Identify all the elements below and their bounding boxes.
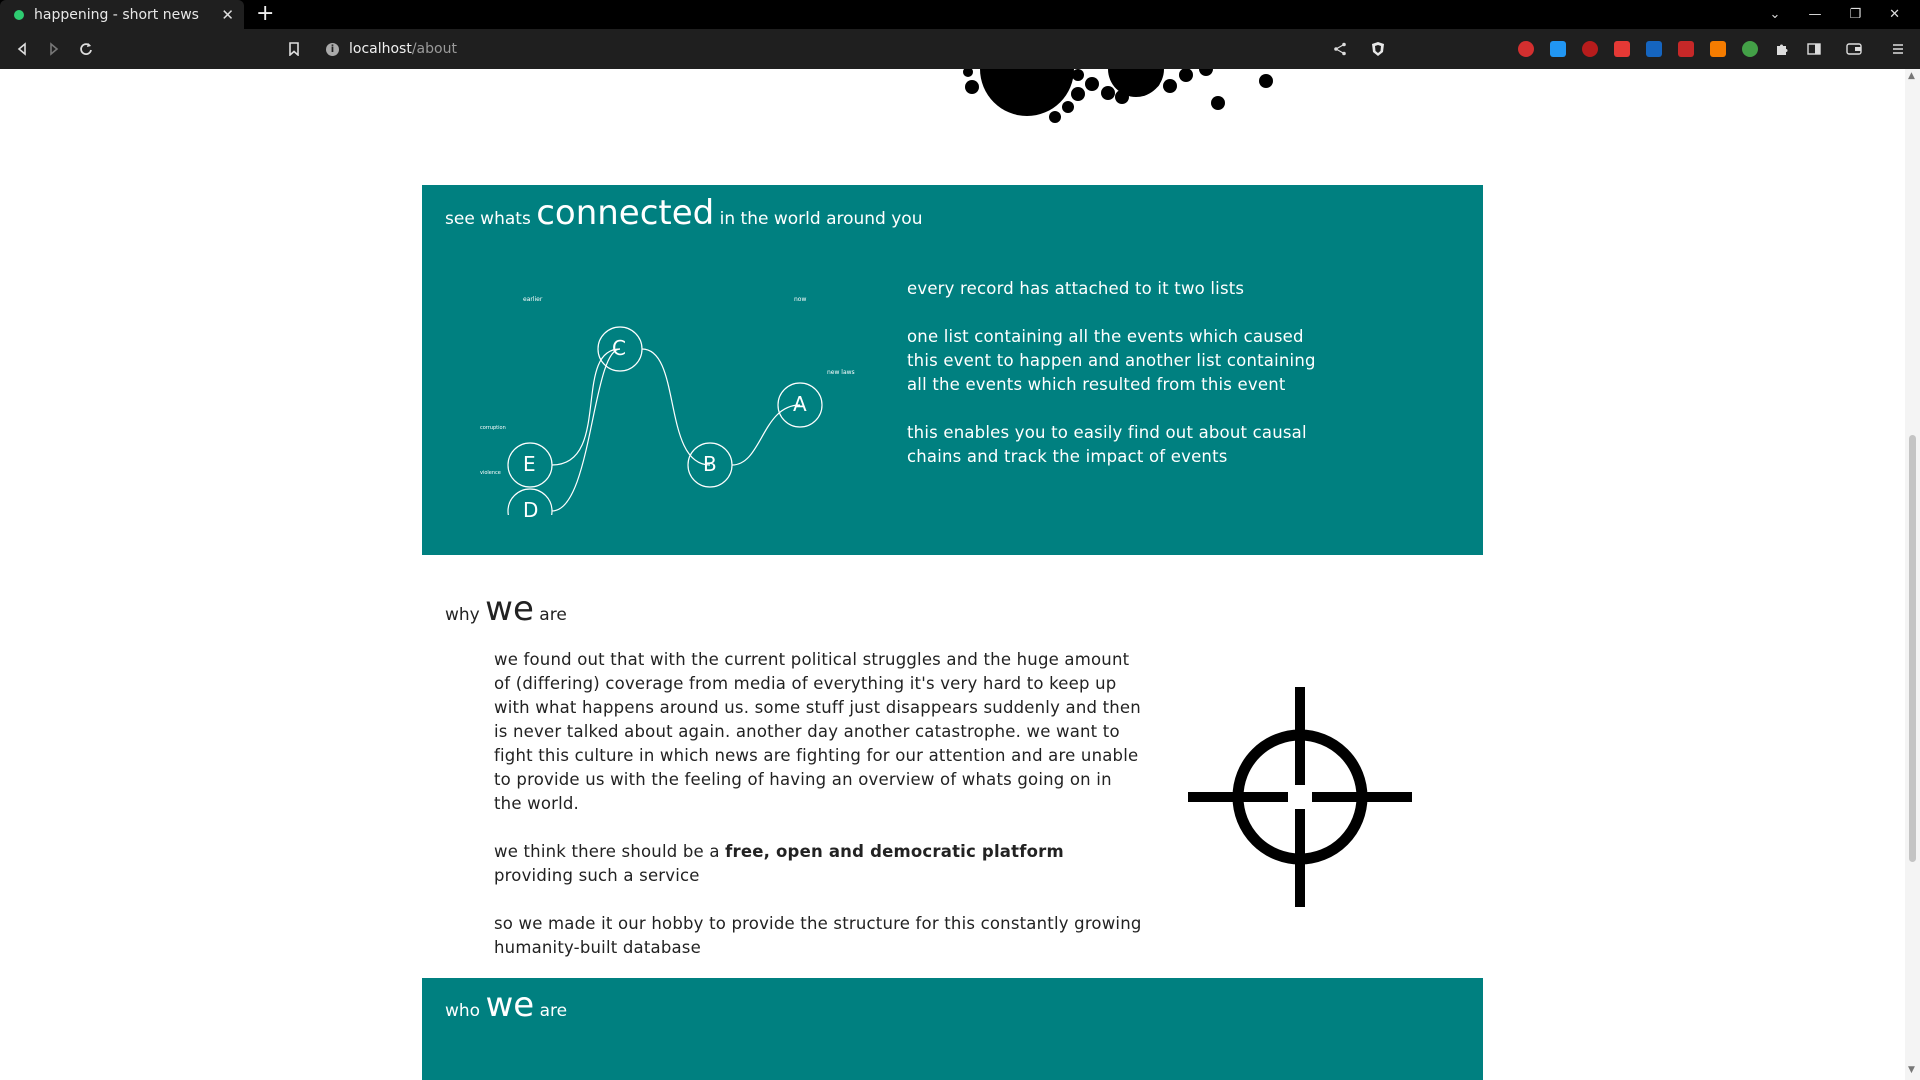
heading-post: are [539, 605, 567, 625]
heading-big: we [485, 985, 535, 1025]
graph-label-violence: violence [480, 470, 501, 476]
menu-icon[interactable] [1884, 29, 1912, 69]
url-path: /about [411, 41, 457, 57]
heading-post: are [539, 1001, 568, 1021]
crosshair-icon [1188, 687, 1412, 907]
why-para-2-bold: free, open and democratic platform [725, 842, 1064, 861]
url-host: localhost [349, 41, 412, 57]
heading-big: we [485, 589, 534, 629]
connected-heading [445, 193, 923, 233]
why-description [494, 648, 1144, 984]
ext-gmail-icon[interactable] [1678, 41, 1694, 57]
ext-check-icon[interactable] [1742, 41, 1758, 57]
ext-pen-icon[interactable] [1614, 41, 1630, 57]
who-section [422, 978, 1483, 1080]
extensions-puzzle-icon[interactable] [1768, 29, 1796, 69]
new-tab-button[interactable]: + [256, 1, 275, 26]
why-heading [445, 589, 567, 629]
reload-icon[interactable] [72, 29, 100, 69]
heading-post: in the world around you [719, 209, 923, 229]
back-icon[interactable] [8, 29, 36, 69]
why-para-3: so we made it our hobby to provide the structure for this constantly growing humanity-built database [494, 914, 1142, 957]
graph-label-corruption: corruption [480, 425, 506, 431]
tab-list-chevron-icon[interactable]: ⌄ [1769, 7, 1781, 22]
graph-node-b[interactable]: B [703, 452, 717, 476]
address-bar[interactable] [326, 39, 457, 59]
heading-big: connected [536, 193, 715, 233]
connected-para-1: every record has attached to it two lists [907, 279, 1245, 298]
ext-ublock-icon[interactable] [1582, 41, 1598, 57]
who-heading [445, 985, 567, 1025]
why-para-2-post: providing such a service [494, 866, 700, 885]
page-scrollbar[interactable] [1905, 69, 1920, 1080]
why-para-2-pre: we think there should be a [494, 842, 720, 861]
why-para-1: we found out that with the current political struggles and the huge amount of (differing) coverage from media of everything it's very hard to keep up with what happens around us. some stuff just disappears suddenly and then is never talked about again. another day another catastrophe. we want to fight this culture in which news are fighting for our attention and are unable to provide us with the feeling of having an overview of whats going on in the world. [494, 650, 1141, 813]
window-close-icon[interactable]: ✕ [1889, 7, 1900, 22]
tab-title: happening - short news [34, 6, 199, 23]
why-para-2 [494, 840, 1144, 888]
site-info-icon[interactable]: i [326, 43, 339, 56]
bookmark-icon[interactable] [280, 29, 308, 69]
graph-node-e[interactable]: E [523, 452, 536, 476]
graph-node-d[interactable]: D [523, 498, 539, 522]
scroll-down-icon[interactable]: ▼ [1908, 1065, 1915, 1075]
close-tab-icon[interactable]: ✕ [221, 5, 234, 24]
graph-label-earlier: earlier [523, 296, 543, 303]
graph-node-a[interactable]: A [793, 392, 807, 416]
scroll-thumb[interactable] [1909, 435, 1916, 862]
graph-label-now: now [794, 296, 807, 303]
connected-para-2: one list containing all the events which caused this event to happen and another list containing all the events which resulted from this event [907, 327, 1316, 394]
heading-pre: why [445, 605, 480, 625]
dots-graphic [960, 69, 1280, 129]
graph-label-new-laws: new laws [827, 369, 855, 376]
browser-tab[interactable] [0, 0, 244, 29]
ext-record-icon[interactable] [1518, 41, 1534, 57]
page-viewport [0, 69, 1905, 1080]
window-controls [1770, 0, 1920, 29]
share-icon[interactable] [1326, 29, 1354, 69]
heading-pre: who [445, 1001, 481, 1021]
ext-bitwarden-icon[interactable] [1646, 41, 1662, 57]
scroll-up-icon[interactable]: ▲ [1908, 71, 1915, 81]
forward-icon[interactable] [40, 29, 68, 69]
ext-calendar-icon[interactable] [1550, 41, 1566, 57]
ext-metamask-icon[interactable] [1710, 41, 1726, 57]
tab-bar [0, 0, 1920, 29]
connected-section [422, 185, 1483, 555]
heading-pre: see whats [445, 209, 531, 229]
connected-para-3: this enables you to easily find out about causal chains and track the impact of events [907, 423, 1307, 466]
tab-favicon-icon [14, 10, 24, 20]
sidebar-toggle-icon[interactable] [1800, 29, 1828, 69]
why-section [422, 589, 1483, 1019]
wallet-icon[interactable] [1840, 29, 1868, 69]
graph-node-c[interactable]: C [612, 336, 626, 360]
brave-shield-icon[interactable] [1364, 29, 1392, 69]
minimize-icon[interactable]: — [1808, 7, 1822, 22]
browser-toolbar [0, 29, 1920, 69]
connected-description [907, 277, 1317, 493]
restore-icon[interactable]: ❐ [1849, 7, 1862, 22]
